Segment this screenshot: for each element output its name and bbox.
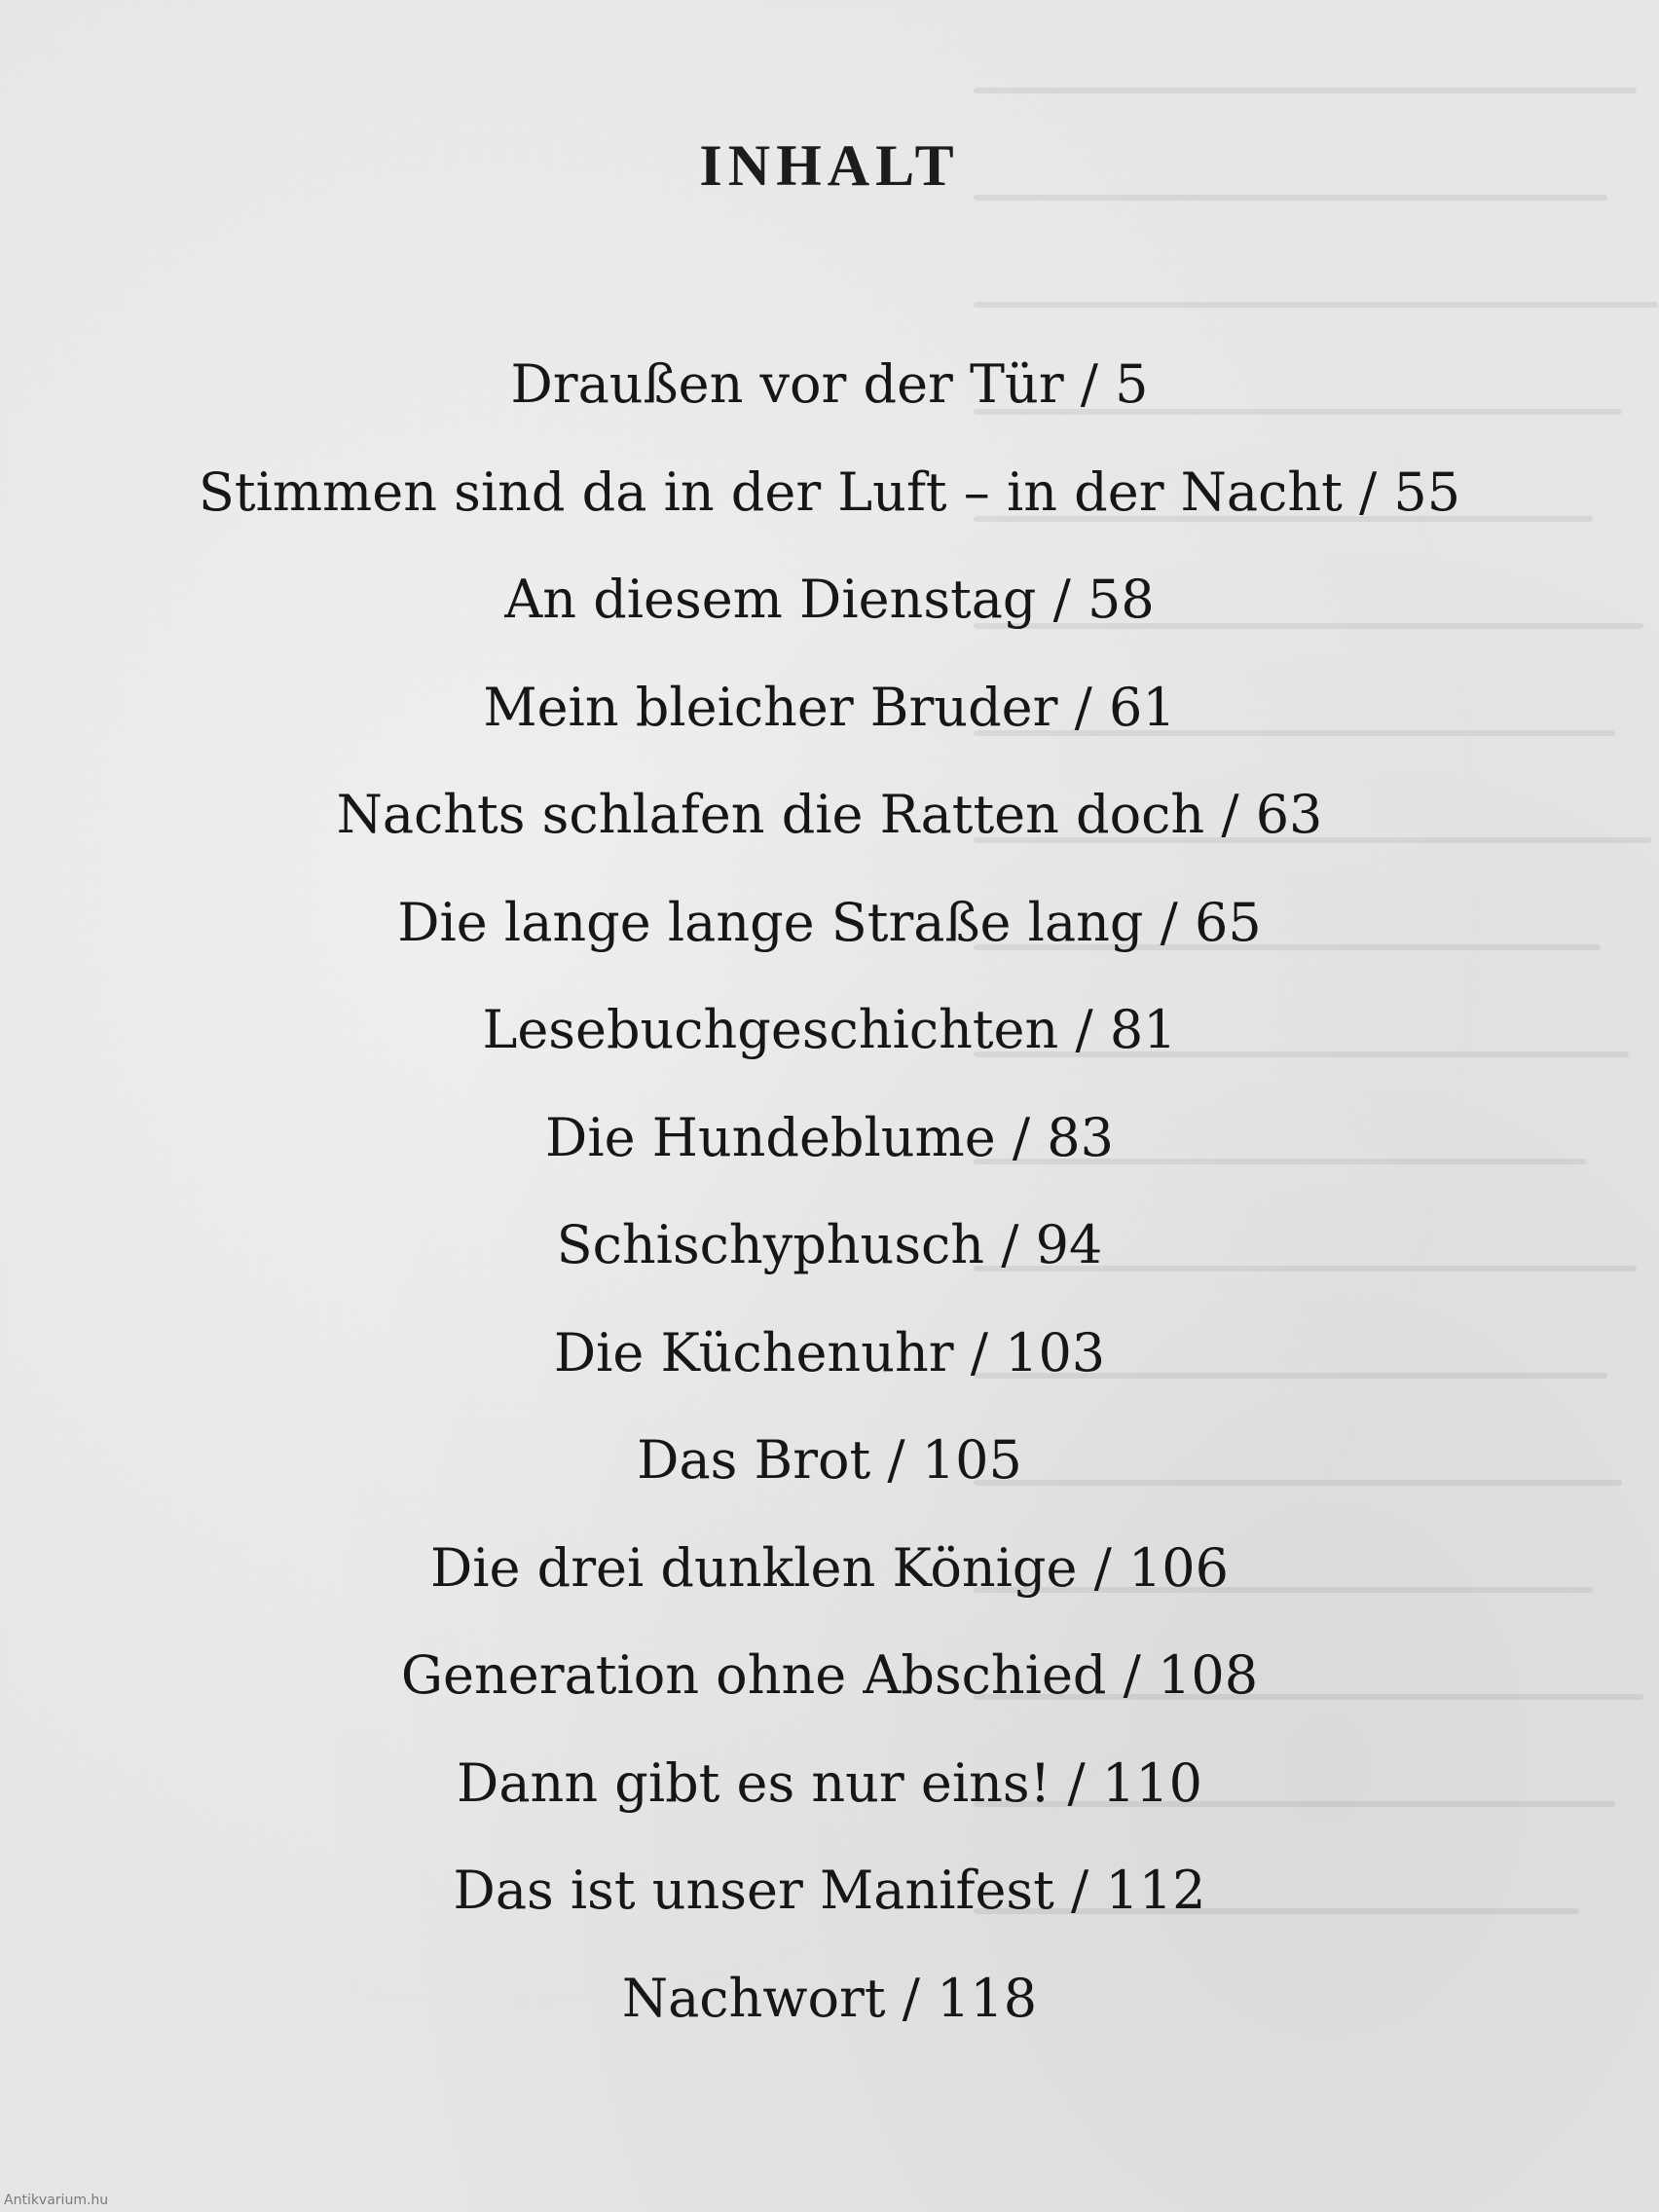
toc-entry <box>0 1730 1659 1838</box>
toc-entry-page-number: 58 <box>1088 569 1155 630</box>
toc-entry-page-number: 55 <box>1393 461 1461 523</box>
toc-entry-title: Mein bleicher Bruder <box>483 676 1058 738</box>
toc-entry-title: Die Hundeblume <box>545 1106 996 1168</box>
toc-entry-title: Nachwort <box>621 1967 886 2029</box>
toc-entry-page-number: 108 <box>1158 1644 1259 1706</box>
toc-entry-title: Das ist unser Manifest <box>453 1860 1054 1921</box>
toc-entry-title: Die lange lange Straße lang <box>397 891 1144 953</box>
toc-entry-separator: / <box>1077 1536 1128 1599</box>
toc-entry-separator: / <box>1036 569 1088 630</box>
watermark: Antikvarium.hu <box>4 2193 109 2208</box>
toc-entry <box>0 654 1659 762</box>
toc-entry <box>0 1300 1659 1408</box>
toc-entry-separator: / <box>870 1429 922 1491</box>
toc-entry-separator: / <box>1053 1860 1106 1921</box>
toc-entry-separator: / <box>1063 353 1116 415</box>
toc-entry-separator: / <box>1051 1751 1102 1814</box>
toc-entry-page-number: 61 <box>1108 676 1176 738</box>
toc-entry-separator: / <box>885 1967 938 2029</box>
table-of-contents <box>0 331 1659 2052</box>
toc-entry-separator: / <box>1143 891 1196 953</box>
toc-entry-separator: / <box>984 1214 1036 1275</box>
toc-entry <box>0 1622 1659 1730</box>
toc-entry-title: Generation ohne Abschied <box>400 1644 1107 1706</box>
toc-entry-title: Draußen vor der Tür <box>510 353 1064 415</box>
toc-entry-page-number: 65 <box>1195 891 1262 953</box>
toc-entry <box>0 546 1659 654</box>
toc-entry <box>0 1085 1659 1193</box>
toc-entry-page-number: 81 <box>1109 999 1177 1060</box>
toc-entry <box>0 331 1659 439</box>
toc-entry-page-number: 83 <box>1047 1106 1114 1168</box>
toc-entry-title: Die drei dunklen Könige <box>429 1536 1078 1599</box>
toc-entry-page-number: 106 <box>1127 1536 1230 1599</box>
toc-entry-page-number: 103 <box>1005 1321 1106 1383</box>
toc-entry-page-number: 105 <box>921 1429 1022 1491</box>
toc-entry-page-number: 118 <box>937 1967 1038 2029</box>
toc-entry-separator: / <box>1106 1644 1158 1706</box>
toc-entry-page-number: 112 <box>1105 1860 1206 1921</box>
toc-entry <box>0 869 1659 977</box>
toc-entry-title: Lesebuchgeschichten <box>482 999 1059 1060</box>
toc-entry-page-number: 94 <box>1035 1214 1103 1275</box>
toc-entry <box>0 1192 1659 1300</box>
toc-entry-separator: / <box>1058 999 1110 1060</box>
toc-entry-separator: / <box>1342 461 1394 523</box>
toc-entry-separator: / <box>1057 676 1109 738</box>
toc-entry <box>0 1515 1659 1623</box>
toc-entry <box>0 1837 1659 1945</box>
toc-entry-separator: / <box>995 1106 1048 1168</box>
toc-entry-page-number: 110 <box>1101 1751 1202 1814</box>
toc-entry-title: An diesem Dienstag <box>504 569 1037 630</box>
toc-entry-title: Das Brot <box>637 1429 871 1491</box>
toc-entry-title: Dann gibt es nur eins! <box>457 1751 1051 1814</box>
toc-entry <box>0 977 1659 1085</box>
toc-entry <box>0 761 1659 869</box>
page-title: INHALT <box>699 133 960 199</box>
toc-entry-title: Die Küchenuhr <box>553 1321 954 1383</box>
toc-entry-title: Stimmen sind da in der Luft – in der Nacht <box>198 461 1343 523</box>
toc-entry <box>0 1945 1659 2053</box>
toc-entry <box>0 1407 1659 1515</box>
toc-entry <box>0 439 1659 547</box>
toc-entry-title: Schischyphusch <box>556 1214 985 1275</box>
toc-entry-title: Nachts schlafen die Ratten doch <box>336 784 1205 845</box>
toc-entry-separator: / <box>953 1321 1006 1383</box>
toc-entry-page-number: 5 <box>1115 353 1149 415</box>
toc-entry-page-number: 63 <box>1255 784 1323 845</box>
toc-entry-separator: / <box>1204 784 1256 845</box>
